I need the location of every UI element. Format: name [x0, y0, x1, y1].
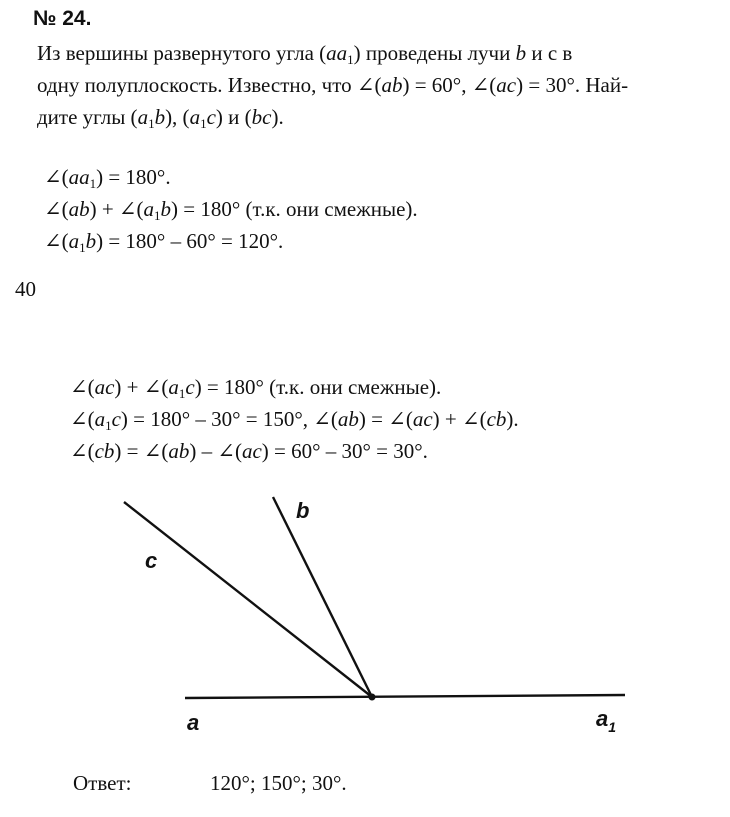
answer-value: 120°; 150°; 30°.: [210, 771, 347, 795]
label-c: c: [145, 548, 158, 573]
vertex-point: [369, 694, 376, 701]
label-a: a: [187, 710, 200, 735]
solution-line-2: ∠(ab) + $\angle(a_1b) = 180^\circ$ (т.к. они смежные).: [44, 197, 418, 223]
page-number: 40: [15, 277, 36, 301]
solution-line-6: ∠(cb) = ∠(ab) – ∠(ac) = 60° – 30° = 30°.: [70, 439, 428, 463]
problem-number: № 24.: [33, 7, 92, 30]
problem-statement-line-2: одну полуплоскость. Известно, что ∠(ab) = 60°, ∠(ac) = 30°. Най-: [37, 73, 629, 97]
label-a1-letter: a: [596, 706, 609, 731]
solution-line-3: $\angle(a_1b) = 180^\circ - 60^\circ = 120^\circ$.: [44, 229, 284, 255]
label-b: b: [296, 498, 310, 523]
solution-line-4: ∠(ac) + $\angle(a_1c) = 180^\circ$ (т.к. они смежные).: [70, 375, 442, 401]
ray-c: [124, 502, 372, 697]
label-a1: [596, 706, 616, 735]
ray-a-a1: [185, 695, 625, 698]
answer-label: Ответ:: [73, 771, 132, 795]
solution-line-5: $\angle(a_1c) = 180^\circ - 30^\circ = 150^\circ$, ∠(ab) = ∠(ac) + ∠(cb).: [70, 407, 519, 433]
problem-statement-line-1: Из вершины развернутого угла $(aa_1)$ проведены лучи b и с в: [37, 41, 573, 67]
problem-statement-line-3: дите углы $(a_1b)$, $(a_1c)$ и (bc).: [37, 105, 284, 131]
label-a1-subscript: 1: [608, 719, 617, 735]
solution-line-1: $\angle(aa_1) = 180^\circ$.: [44, 165, 171, 191]
ray-b: [273, 497, 372, 697]
